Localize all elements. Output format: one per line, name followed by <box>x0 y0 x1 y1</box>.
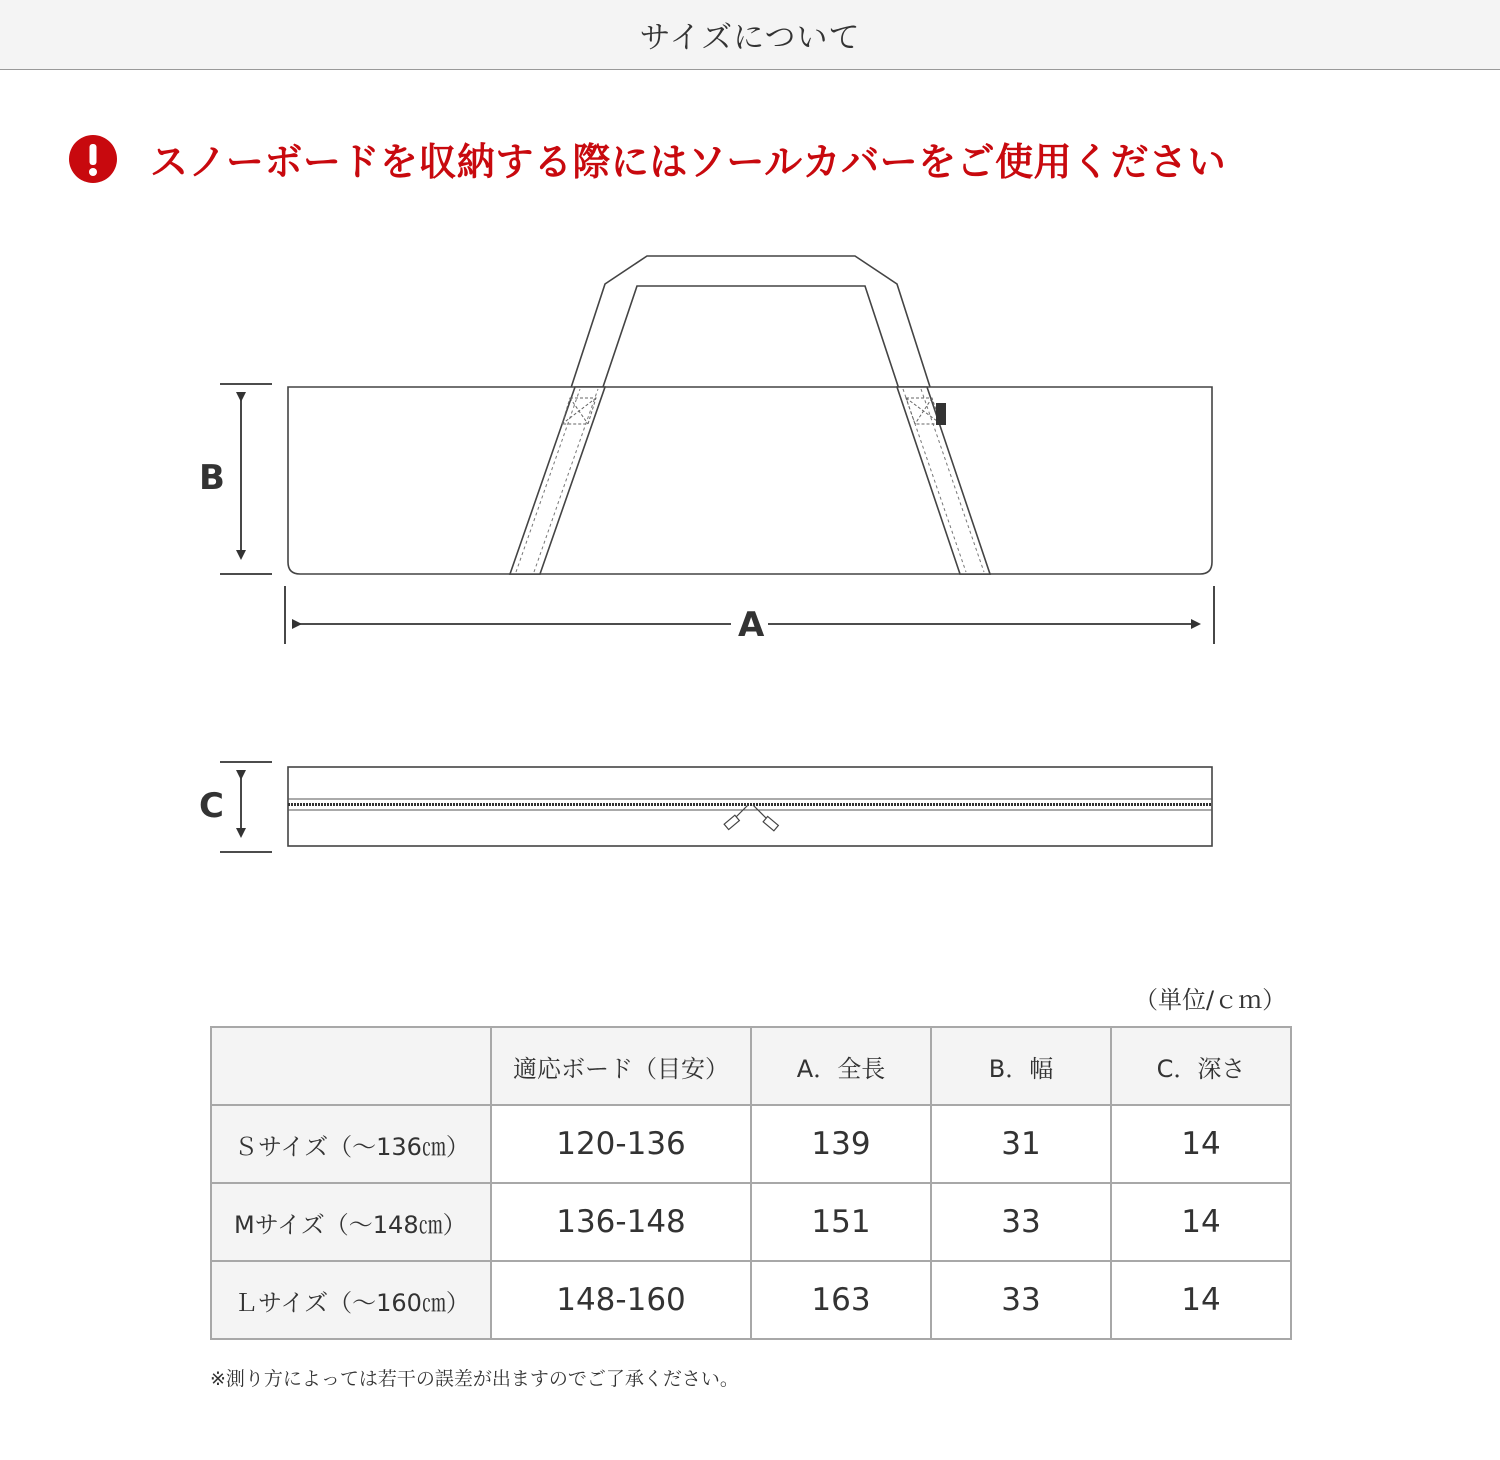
cell-depth: 14 <box>1111 1261 1291 1339</box>
table-header: C．深さ <box>1111 1027 1291 1105</box>
size-table <box>210 1026 1292 1340</box>
table-header <box>211 1027 491 1105</box>
table-header: A．全長 <box>751 1027 931 1105</box>
cell-board: 148-160 <box>491 1261 751 1339</box>
cell-board: 136-148 <box>491 1183 751 1261</box>
cell-length: 151 <box>751 1183 931 1261</box>
cell-length: 139 <box>751 1105 931 1183</box>
table-header: 適応ボード（目安） <box>491 1027 751 1105</box>
cell-depth: 14 <box>1111 1183 1291 1261</box>
label-a: A <box>738 605 765 645</box>
row-size-name: Ｓサイズ（～136㎝） <box>211 1105 491 1183</box>
unit-label: （単位/ｃｍ） <box>1134 986 1287 1014</box>
cell-width: 31 <box>931 1105 1111 1183</box>
label-b: B <box>199 458 225 498</box>
footnote: ※測り方によっては若干の誤差が出ますのでご了承ください。 <box>210 1368 739 1390</box>
cell-width: 33 <box>931 1261 1111 1339</box>
table-header: B．幅 <box>931 1027 1111 1105</box>
cell-depth: 14 <box>1111 1105 1291 1183</box>
row-size-name: Ｌサイズ（～160㎝） <box>211 1261 491 1339</box>
bag-body-front <box>288 387 1212 574</box>
page-title: サイズについて <box>639 20 861 56</box>
table-row <box>211 1105 1291 1183</box>
notice-text: スノーボードを収納する際にはソールカバーをご使用ください <box>150 140 1227 184</box>
cell-width: 33 <box>931 1183 1111 1261</box>
dimension-c <box>220 762 272 852</box>
table-header-row <box>211 1027 1291 1105</box>
brand-tag <box>936 403 946 425</box>
table-row <box>211 1261 1291 1339</box>
bag-body-top <box>288 767 1212 846</box>
dimension-b <box>220 384 272 574</box>
table-row <box>211 1183 1291 1261</box>
label-c: C <box>199 786 224 826</box>
row-size-name: Mサイズ（～148㎝） <box>211 1183 491 1261</box>
cell-board: 120-136 <box>491 1105 751 1183</box>
cell-length: 163 <box>751 1261 931 1339</box>
